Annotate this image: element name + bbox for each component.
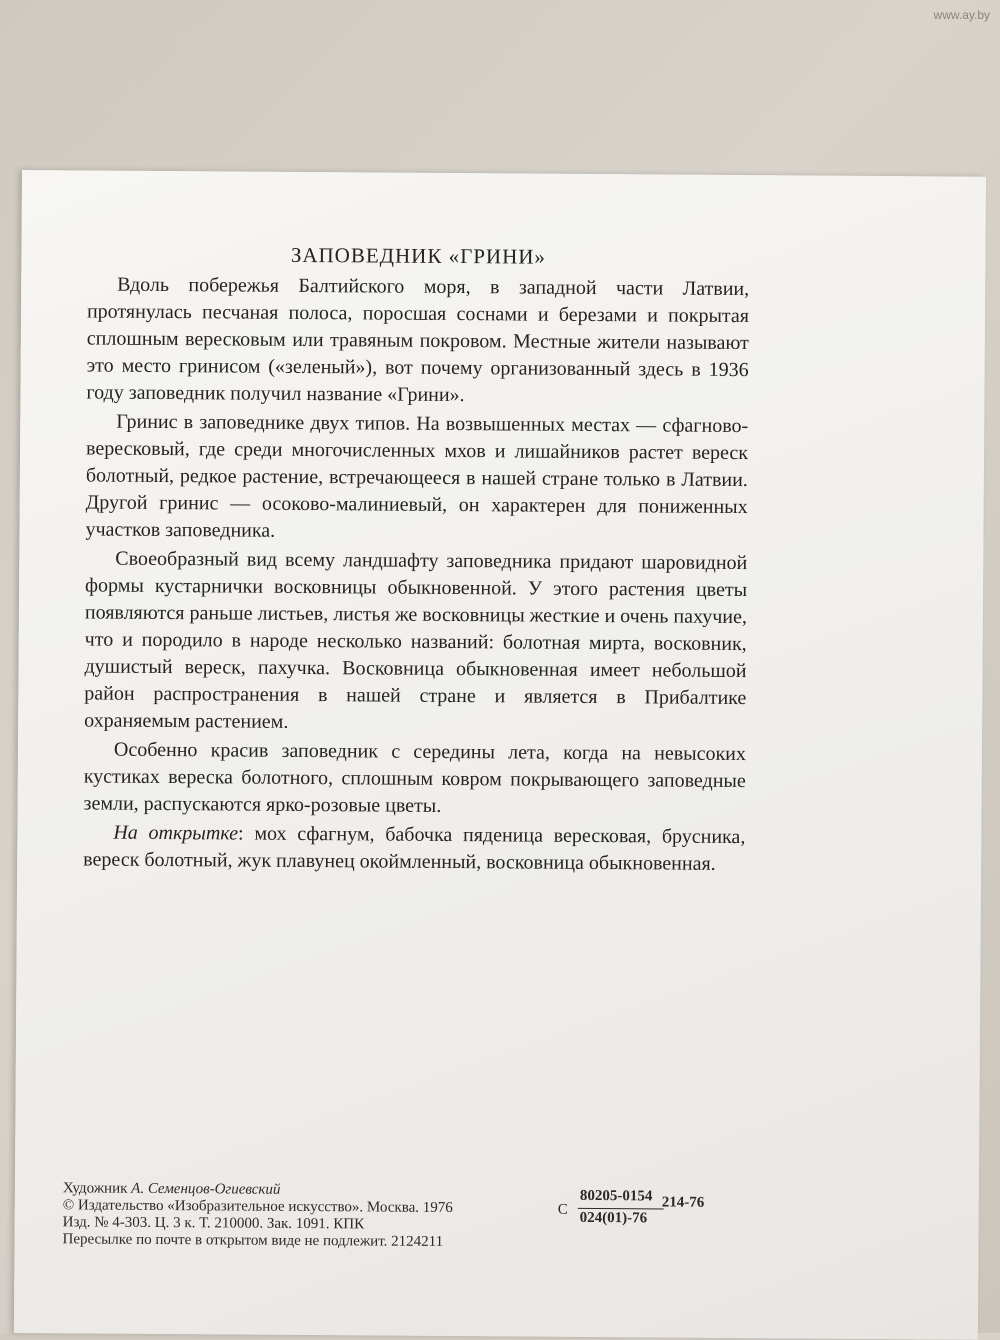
paragraph-2: Гринис в заповеднике двух типов. На возвышенных местах — сфагново-вересковый, где среди многочисленных мхов и лишайников растет вереск болотный, редкое растение, встречающееся в нашей стране только в Латвии. Другой гринис — осоково-малиниевый, он характерен для пониженных участков заповедника. bbox=[85, 410, 749, 542]
catalog-code bbox=[557, 1187, 738, 1239]
artist-name: А. Семенцов-Огиевский bbox=[131, 1180, 281, 1198]
caption-text: : мох сфагнум, бабочка пяденица вересковая, брусника, вереск болотный, жук плавунец окоймленный, восковница обыкновенная. bbox=[83, 822, 746, 875]
article bbox=[83, 240, 749, 878]
catalog-suffix: 214-76 bbox=[661, 1194, 705, 1211]
caption-label: На открытке bbox=[113, 821, 239, 845]
catalog-numerator: 80205-0154 bbox=[579, 1187, 653, 1205]
paragraph-1: Вдоль побережья Балтийского моря, в западной части Латвии, протянулась песчаная полоса, поросшая соснами и березами и покрытая сплошным вересковым или травяным покровом. Местные жители называют это место гринисом («зеленый»), вот почему организованный здесь в 1936 году заповедник получил название «Грини». bbox=[86, 273, 750, 407]
imprint-publisher: © Издательство «Изобразительное искусство». Москва. 1976 bbox=[62, 1197, 453, 1217]
catalog-letter: С bbox=[557, 1201, 568, 1218]
watermark: www.ay.by bbox=[933, 8, 990, 22]
postcard-back bbox=[14, 170, 986, 1340]
catalog-denominator: 024(01)-76 bbox=[579, 1209, 648, 1227]
imprint-postal-note: Пересылке по почте в открытом виде не подлежит. 2124211 bbox=[62, 1231, 444, 1250]
paragraph-4: Особенно красив заповедник с середины лета, когда на невысоких кустиках вереска болотного, сплошным ковром покрывающего заповедные земли, распускаются ярко-розовые цветы. bbox=[83, 738, 747, 817]
article-title: ЗАПОВЕДНИК «ГРИНИ» bbox=[290, 242, 547, 269]
paragraph-3: Своеобразный вид всему ландшафту заповедника придают шаровидной формы кустарнички восковницы обыкновенной. У этого растения цветы появляются раньше листьев, листья же восковницы жесткие и очень пахучие, что и породило в народе несколько названий: болотная мирта, восковник, душистый вереск, пахучка. Восковница обыкновенная имеет небольшой район распространения в нашей стране и является в Прибалтике охраняемым растением. bbox=[84, 547, 748, 733]
imprint-print-info: Изд. № 4-303. Ц. 3 к. Т. 210000. Зак. 1091. КПК bbox=[62, 1214, 365, 1233]
caption bbox=[83, 819, 745, 878]
artist-prefix: Художник bbox=[62, 1180, 132, 1197]
